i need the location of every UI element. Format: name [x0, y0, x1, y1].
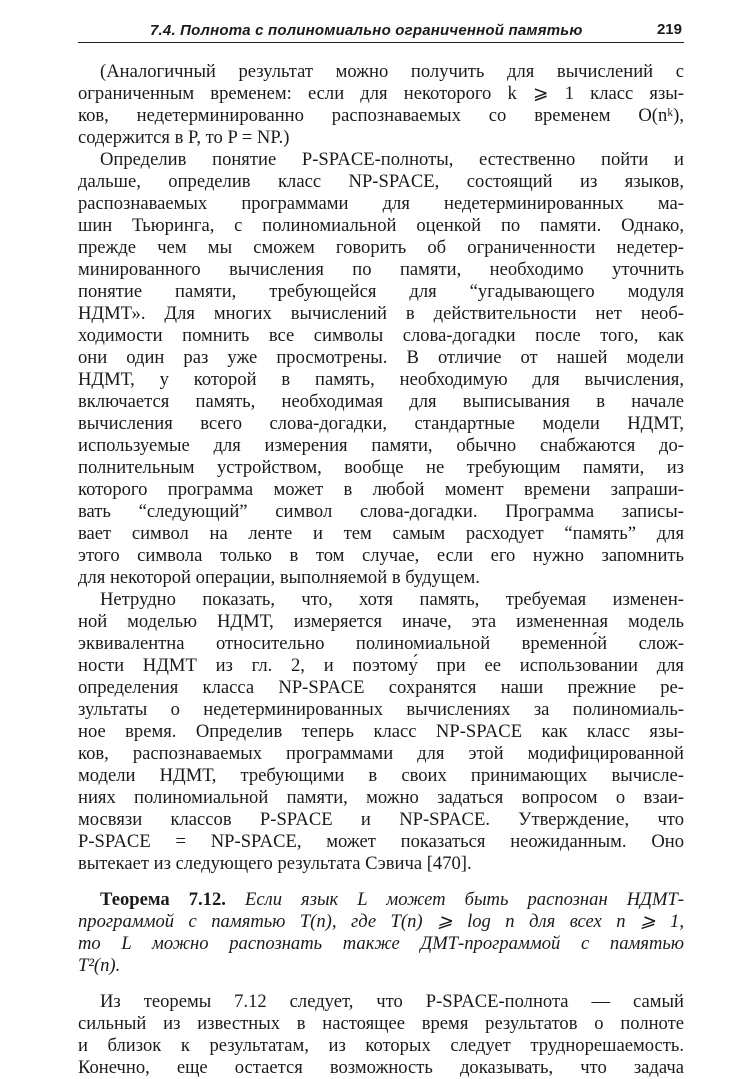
text-line: которого программа может в любой момент времени запраши-	[78, 479, 684, 500]
paragraph	[78, 61, 684, 149]
running-header	[78, 18, 684, 43]
paragraph	[78, 589, 684, 875]
text-line: модели НДМТ, требующими в своих принимающих вычисле-	[78, 765, 684, 786]
text-line: вычисления всего слова-догадки, стандартные модели НДМТ,	[78, 413, 684, 434]
text-line: НДМТ». Для многих вычислений в действительности нет необ-	[78, 303, 684, 324]
theorem-line	[78, 889, 684, 911]
page-number: 219	[656, 21, 682, 38]
text-line: дальше, определив класс NP-SPACE, состоящий из языков,	[78, 171, 684, 192]
theorem-line: то L можно распознать также ДМТ-программой с памятью	[78, 933, 684, 954]
text-line: ков, недетерминированно распознаваемых со временем O(nᵏ),	[78, 105, 684, 126]
text-line: НДМТ, у которой в память, необходимую для вычисления,	[78, 369, 684, 390]
text-line: Конечно, еще остается возможность доказывать, что задача	[78, 1057, 684, 1078]
book-page	[78, 18, 684, 1079]
text-line: Нетрудно показать, что, хотя память, требуемая изменен-	[100, 589, 684, 610]
text-line: полнительным устройством, вообще не требующим памяти, из	[78, 457, 684, 478]
text-line: ниях полиномиальной памяти, можно задаться вопросом о взаи-	[78, 787, 684, 808]
text-line: понятие памяти, требующейся для “угадывающего модуля	[78, 281, 684, 302]
text-line: содержится в P, то P = NP.)	[78, 127, 290, 148]
text-line: Определив понятие P-SPACE-полноты, естественно пойти и	[100, 149, 684, 170]
text-line: они один раз уже просмотрены. В отличие от нашей модели	[78, 347, 684, 368]
text-line: распознаваемых программами для недетерминированных ма-	[78, 193, 684, 214]
text-line: вытекает из следующего результата Сэвича [470].	[78, 853, 472, 874]
theorem	[78, 889, 684, 977]
text-line: ков, распознаваемых программами для этой модифицированной	[78, 743, 684, 764]
spacer	[78, 977, 684, 991]
theorem-line: T²(n).	[78, 955, 121, 976]
section-title: 7.4. Полнота с полиномиально ограниченной памятью	[150, 22, 583, 39]
spacer	[78, 875, 684, 889]
text-line: прежде чем мы сможем говорить об ограниченности недетер-	[78, 237, 684, 258]
text-line: определения класса NP-SPACE сохранятся наши прежние ре-	[78, 677, 684, 698]
text-line: P-SPACE = NP-SPACE, может показаться неожиданным. Оно	[78, 831, 684, 852]
theorem-text: Если язык L может быть распознан НДМТ-	[244, 889, 685, 910]
theorem-line: программой с памятью T(n), где T(n) ⩾ log n для всех n ⩾ 1,	[78, 911, 684, 932]
text-line: вать “следующий” символ слова-догадки. Программа записы-	[78, 501, 684, 522]
text-line: сильный из известных в настоящее время результатов о полноте	[78, 1013, 684, 1034]
text-line: ходимости помнить все символы слова-догадки после того, как	[78, 325, 684, 346]
text-line: зультаты о недетерминированных вычислениях за полиномиаль-	[78, 699, 684, 720]
paragraph	[78, 149, 684, 589]
text-line: ограниченным временем: если для некоторого k ⩾ 1 класс язы-	[78, 83, 684, 104]
text-line: этого символа только в том случае, если его нужно запомнить	[78, 545, 684, 566]
text-line: используемые для измерения памяти, обычно снабжаются до-	[78, 435, 684, 456]
text-line: (Аналогичный результат можно получить для вычислений с	[100, 61, 684, 82]
text-line: шин Тьюринга, с полиномиальной оценкой по памяти. Однако,	[78, 215, 684, 236]
text-line: и близок к результатам, из которых следует труднорешаемость.	[78, 1035, 684, 1056]
text-line: эквивалентна относительно полиномиальной временно́й слож-	[78, 633, 684, 654]
text-line: Из теоремы 7.12 следует, что P-SPACE-полнота — самый	[100, 991, 684, 1012]
text-line: включается память, необходимая для выписывания в начале	[78, 391, 684, 412]
paragraph	[78, 991, 684, 1079]
text-line: ное время. Определив теперь класс NP-SPACE как класс язы-	[78, 721, 684, 742]
text-line: ной моделью НДМТ, измеряется иначе, эта измененная модель	[78, 611, 684, 632]
theorem-head: Теорема 7.12.	[100, 889, 226, 910]
text-line: вает символ на ленте и тем самым расходует “память” для	[78, 523, 684, 544]
text-line: мосвязи классов P-SPACE и NP-SPACE. Утверждение, что	[78, 809, 684, 830]
text-line: ности НДМТ из гл. 2, и поэтому́ при ее использовании для	[78, 655, 684, 676]
text-line: минированного вычисления по памяти, необходимо уточнить	[78, 259, 684, 280]
text-line: для некоторой операции, выполняемой в будущем.	[78, 567, 480, 588]
page-body	[78, 61, 684, 1079]
